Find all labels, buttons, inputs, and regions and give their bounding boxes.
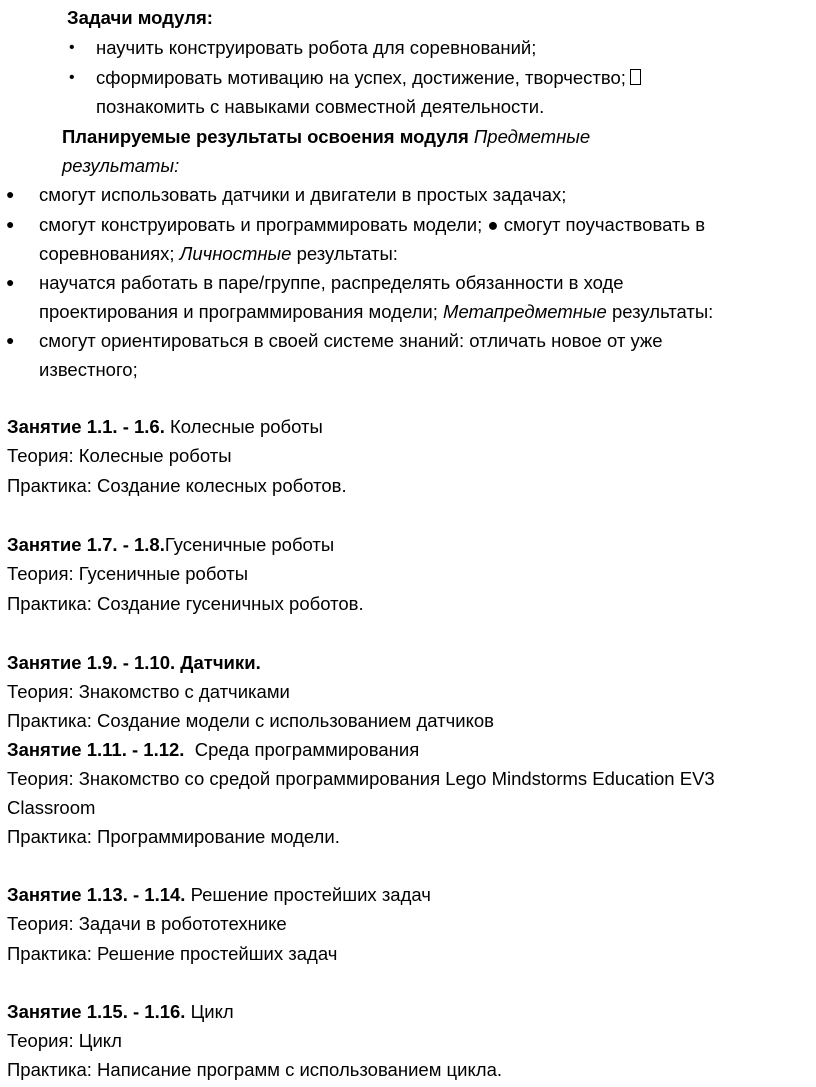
result-item: смогут использовать датчики и двигатели в простых задачах; <box>39 184 567 205</box>
bullet-dot: ● <box>6 186 15 202</box>
lesson-heading: Занятие 1.7. - 1.8.Гусеничные роботы <box>7 534 335 555</box>
lesson-practice: Практика: Создание модели с использованием датчиков <box>7 710 494 731</box>
lesson-theory: Теория: Цикл <box>7 1030 122 1051</box>
bullet-dot: ● <box>6 216 15 232</box>
lesson-theory-cont: Classroom <box>7 797 96 818</box>
lesson-heading: Занятие 1.15. - 1.16. Цикл <box>7 1001 234 1022</box>
lesson-practice: Практика: Создание колесных роботов. <box>7 475 347 496</box>
lesson-practice: Практика: Создание гусеничных роботов. <box>7 593 364 614</box>
lesson-theory: Теория: Колесные роботы <box>7 445 232 466</box>
goal-item: сформировать мотивацию на успех, достижение, творчество; <box>96 63 641 93</box>
bullet-dot: ● <box>6 332 15 348</box>
lesson-theory: Теория: Гусеничные роботы <box>7 563 249 584</box>
lesson-heading: Занятие 1.11. - 1.12. Среда программирования <box>7 739 420 760</box>
result-item: научатся работать в паре/группе, распределять обязанности в ходе <box>39 272 624 293</box>
result-item-cont: соревнованиях; Личностные результаты: <box>39 243 398 264</box>
lesson-practice: Практика: Написание программ с использованием цикла. <box>7 1059 503 1080</box>
goal-item: познакомить с навыками совместной деятельности. <box>96 96 545 117</box>
lesson-heading: Занятие 1.9. - 1.10. Датчики. <box>7 652 261 673</box>
missing-glyph-box-icon <box>630 69 641 85</box>
lesson-theory: Теория: Задачи в робототехнике <box>7 913 287 934</box>
lesson-practice: Практика: Программирование модели. <box>7 826 340 847</box>
result-item: смогут конструировать и программировать модели; ● смогут поучаствовать в <box>39 214 706 235</box>
lesson-heading: Занятие 1.1. - 1.6. Колесные роботы <box>7 416 323 437</box>
bullet-dot: • <box>69 69 75 86</box>
bullet-dot: • <box>69 39 75 56</box>
result-item-cont: известного; <box>39 359 138 380</box>
lesson-heading: Занятие 1.13. - 1.14. Решение простейших задач <box>7 884 431 905</box>
results-subject-label: результаты: <box>62 155 180 176</box>
lesson-theory: Теория: Знакомство с датчиками <box>7 681 290 702</box>
goal-item: научить конструировать робота для соревнований; <box>96 37 537 58</box>
goals-title: Задачи модуля: <box>67 7 213 28</box>
results-heading: Планируемые результаты освоения модуля Предметные <box>62 126 591 147</box>
bullet-dot: ● <box>6 274 15 290</box>
result-item: смогут ориентироваться в своей системе знаний: отличать новое от уже <box>39 330 663 351</box>
result-item-cont: проектирования и программирования модели; Метапредметные результаты: <box>39 301 714 322</box>
lesson-practice: Практика: Решение простейших задач <box>7 943 338 964</box>
lesson-theory: Теория: Знакомство со средой программирования Lego Mindstorms Education EV3 <box>7 768 715 789</box>
